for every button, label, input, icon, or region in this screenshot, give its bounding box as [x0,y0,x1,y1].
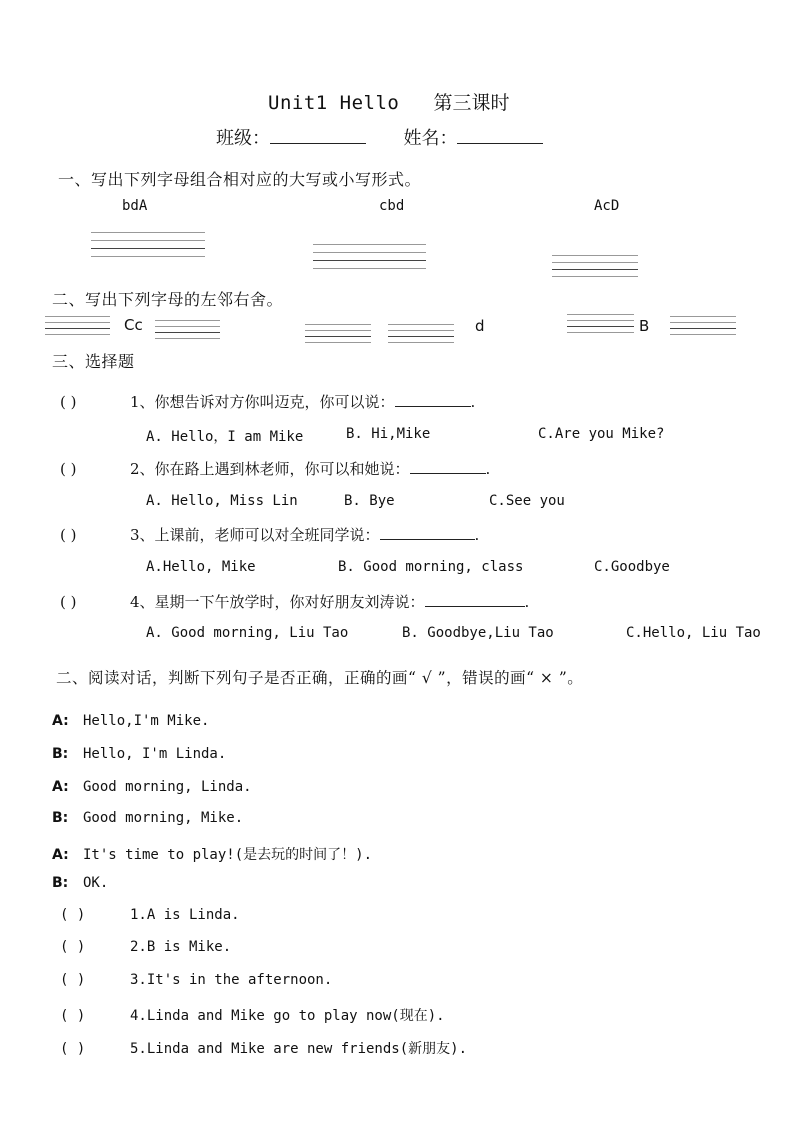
answer-paren[interactable]: ( ) [60,1041,86,1057]
letter-group-3: AcD [594,198,620,214]
question-end: . [474,526,480,544]
answer-paren[interactable]: ( ) [60,939,86,955]
question-end: . [470,393,476,411]
dialogue-text: It's time to play!(是去玩的时间了！). [83,847,373,863]
q1-option-a[interactable]: A. Hello，I am Mike [146,429,304,445]
dialogue-text: OK. [83,875,109,891]
judgement-text: 3.It's in the afternoon. [130,972,333,988]
writing-lines-2[interactable] [313,244,426,269]
name-blank[interactable] [457,143,543,144]
speaker-label: B: [52,875,69,891]
q2-option-b[interactable]: B. Bye [344,493,395,509]
neighbor-lines-3-left[interactable] [567,314,634,333]
question-2 [60,458,490,479]
dialogue-line [52,713,209,729]
question-end: . [485,460,491,478]
letter-group-1: bdA [122,198,148,214]
speaker-label: A: [52,847,69,863]
dialogue-line [52,746,226,762]
judgement-text: 5.Linda and Mike are new friends(新朋友). [130,1041,468,1057]
dialogue-line [52,779,252,795]
class-blank[interactable] [270,143,366,144]
section1-heading: 一、写出下列字母组合相对应的大写或小写形式。 [58,170,422,189]
letter-cc: Cc [124,316,143,334]
question-1 [60,391,475,412]
speaker-label: B: [52,746,69,762]
neighbor-lines-2-left[interactable] [305,324,371,343]
neighbor-lines-2-right[interactable] [388,324,454,343]
answer-blank[interactable] [380,539,475,540]
question-text: 3、上课前，老师可以对全班同学说： [130,526,380,544]
dialogue-text: Good morning, Linda. [83,779,252,795]
dialogue-text: Hello,I'm Mike. [83,713,210,729]
q4-option-a[interactable]: A. Good morning, Liu Tao [146,625,349,641]
dialogue-text: Good morning, Mike. [83,810,244,826]
question-text: 1、你想告诉对方你叫迈克，你可以说： [130,393,395,411]
answer-paren[interactable]: ( ) [60,907,86,923]
q3-option-b[interactable]: B. Good morning, class [338,559,524,575]
question-end: . [524,593,530,611]
speaker-label: B: [52,810,69,826]
neighbor-lines-1-left[interactable] [45,316,110,335]
answer-blank[interactable] [410,473,486,474]
question-text: 2、你在路上遇到林老师，你可以和她说： [130,460,410,478]
q4-option-c[interactable]: C.Hello, Liu Tao [626,625,761,641]
speaker-label: A: [52,779,69,795]
dialogue-text: Hello, I'm Linda. [83,746,227,762]
speaker-label: A: [52,713,69,729]
title-chinese: 第三课时 [433,92,510,114]
q1-option-b[interactable]: B. Hi,Mike [346,426,431,442]
judgement-item [60,1038,467,1058]
dialogue-line [52,875,108,891]
answer-paren[interactable]: ( ) [60,460,77,478]
judgement-item [60,1005,445,1025]
name-label: 姓名： [403,128,458,149]
q3-option-a[interactable]: A.Hello, Mike [146,559,256,575]
dialogue-line [52,844,372,864]
letter-d: d [475,317,485,335]
page-title [268,88,509,115]
title-english: Unit1 Hello [268,92,400,114]
q1-option-c[interactable]: C.Are you Mike? [538,426,665,442]
section2-heading: 二、写出下列字母的左邻右舍。 [52,290,284,309]
judgement-text: 2.B is Mike. [130,939,232,955]
neighbor-lines-1-right[interactable] [155,320,220,339]
answer-paren[interactable]: ( ) [60,393,77,411]
judgement-item [60,972,332,988]
answer-blank[interactable] [425,606,525,607]
letter-b: B [639,317,650,335]
q3-option-c[interactable]: C.Goodbye [594,559,670,575]
section4-heading: 二、阅读对话，判断下列句子是否正确，正确的画“ √ ”，错误的画“ × ”。 [56,669,584,687]
answer-blank[interactable] [395,406,471,407]
letter-group-2: cbd [379,198,405,214]
question-4 [60,591,529,612]
class-label: 班级： [216,128,270,149]
section3-heading: 三、选择题 [52,352,135,371]
neighbor-lines-3-right[interactable] [670,316,736,335]
student-info-row [216,124,543,150]
q2-option-c[interactable]: C.See you [489,493,565,509]
answer-paren[interactable]: ( ) [60,1008,86,1024]
question-3 [60,524,479,545]
q4-option-b[interactable]: B. Goodbye,Liu Tao [402,625,554,641]
answer-paren[interactable]: ( ) [60,972,86,988]
writing-lines-3[interactable] [552,255,638,277]
question-text: 4、星期一下午放学时，你对好朋友刘涛说： [130,593,425,611]
judgement-item [60,907,240,923]
answer-paren[interactable]: ( ) [60,593,77,611]
writing-lines-1[interactable] [91,232,205,257]
judgement-text: 1.A is Linda. [130,907,240,923]
answer-paren[interactable]: ( ) [60,526,77,544]
q2-option-a[interactable]: A. Hello, Miss Lin [146,493,298,509]
dialogue-line [52,810,243,826]
judgement-text: 4.Linda and Mike go to play now(现在). [130,1008,445,1024]
judgement-item [60,939,231,955]
